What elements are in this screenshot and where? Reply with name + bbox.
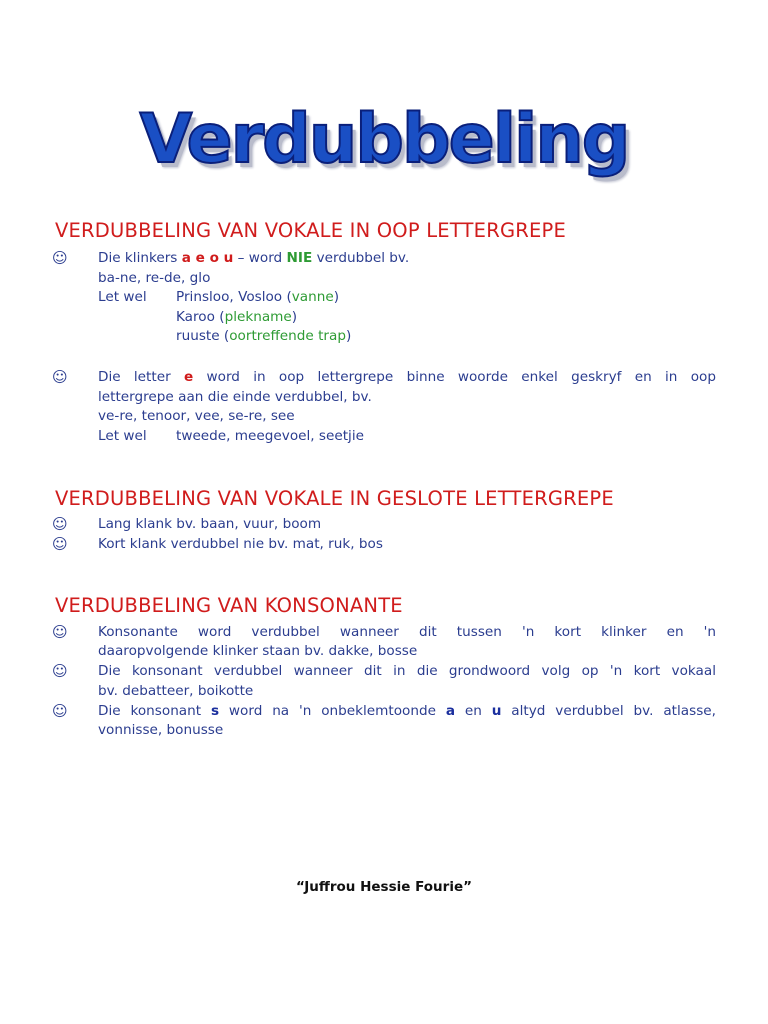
smiley-icon: ☺ — [52, 368, 68, 386]
smiley-icon: ☺ — [52, 662, 68, 680]
let-wel-label: Let wel — [98, 428, 147, 444]
page-title: Verdubbeling — [139, 100, 629, 179]
bullet-line: lettergrepe aan die einde verdubbel, bv. — [98, 389, 372, 405]
section-heading-konsonante: VERDUBBELING VAN KONSONANTE — [55, 594, 403, 617]
bullet-line: daaropvolgende klinker staan bv. dakke, bosse — [98, 643, 418, 659]
nie-highlight: NIE — [286, 250, 313, 266]
smiley-icon: ☺ — [52, 623, 68, 641]
smiley-icon: ☺ — [52, 535, 68, 553]
bullet-line: Die letter e word in oop lettergrepe binne woorde enkel geskryf en in oop — [98, 369, 716, 385]
a-highlight: a — [445, 703, 456, 719]
bullet-line: vonnisse, bonusse — [98, 722, 224, 738]
smiley-icon: ☺ — [52, 702, 68, 720]
let-wel-row: Prinsloo, Vosloo (vanne) — [176, 289, 340, 305]
u-highlight: u — [491, 703, 502, 719]
bullet-line: Konsonante word verdubbel wanneer dit tussen 'n kort klinker en 'n — [98, 624, 716, 640]
s-highlight: s — [210, 703, 220, 719]
bullet-line: Kort klank verdubbel nie bv. mat, ruk, bos — [98, 536, 383, 552]
bullet-line: ba-ne, re-de, glo — [98, 270, 211, 286]
bullet-line: Lang klank bv. baan, vuur, boom — [98, 516, 322, 532]
section-heading-vokale-geslote: VERDUBBELING VAN VOKALE IN GESLOTE LETTERGREPE — [55, 487, 614, 510]
bullet-line: Die klinkers a e o u – word NIE verdubbel bv. — [98, 250, 410, 266]
smiley-icon: ☺ — [52, 515, 68, 533]
bullet-line: ve-re, tenoor, vee, se-re, see — [98, 408, 295, 424]
author-credit: “Juffrou Hessie Fourie” — [296, 879, 472, 895]
let-wel-label: Let wel — [98, 289, 147, 305]
let-wel-row: Karoo (plekname) — [176, 309, 298, 325]
e-highlight: e — [183, 369, 194, 385]
section-heading-vokale-oop: VERDUBBELING VAN VOKALE IN OOP LETTERGREPE — [55, 219, 567, 242]
smiley-icon: ☺ — [52, 249, 68, 267]
vowels-highlight: a e o u — [181, 250, 234, 266]
bullet-line: Die konsonant s word na 'n onbeklemtoonde a en u altyd verdubbel bv. atlasse, — [98, 703, 716, 719]
let-wel-row: tweede, meegevoel, seetjie — [176, 428, 364, 444]
bullet-line: Die konsonant verdubbel wanneer dit in die grondwoord volg op 'n kort vokaal — [98, 663, 716, 679]
bullet-line: bv. debatteer, boikotte — [98, 683, 254, 699]
let-wel-row: ruuste (oortreffende trap) — [176, 328, 352, 344]
